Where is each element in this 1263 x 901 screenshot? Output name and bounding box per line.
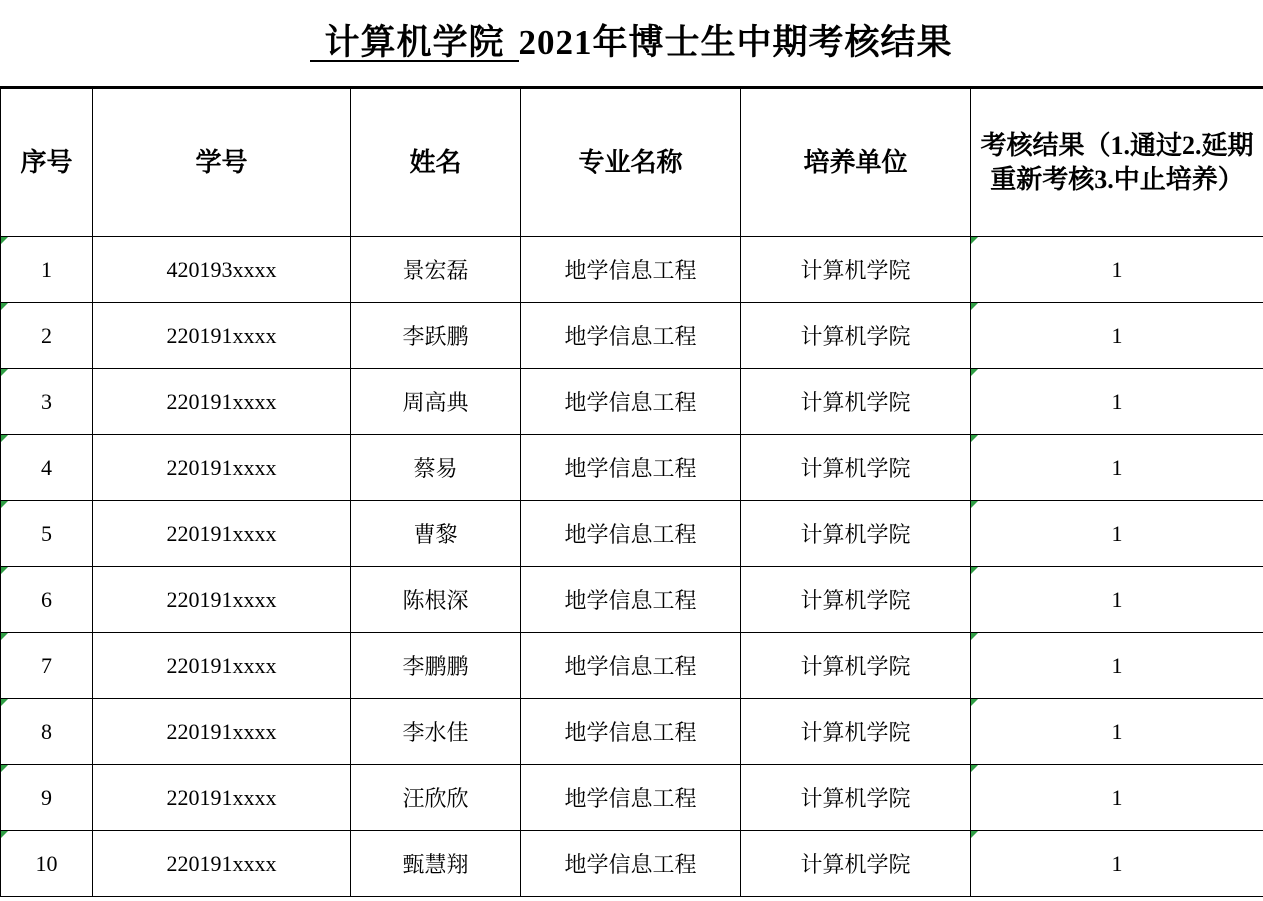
cell-major: 地学信息工程 [521, 435, 741, 501]
cell-name: 陈根深 [351, 567, 521, 633]
cell-name: 李跃鹏 [351, 303, 521, 369]
cell-id: 220191xxxx [93, 303, 351, 369]
cell-result: 1 [971, 765, 1263, 831]
cell-unit: 计算机学院 [741, 435, 971, 501]
cell-sn: 5 [1, 501, 93, 567]
table-body [1, 237, 1263, 897]
title-unit-blank: 计算机学院 [310, 25, 518, 62]
cell-name: 汪欣欣 [351, 765, 521, 831]
cell-result: 1 [971, 699, 1263, 765]
cell-major: 地学信息工程 [521, 699, 741, 765]
cell-id: 220191xxxx [93, 831, 351, 897]
column-header-major: 专业名称 [521, 89, 741, 237]
cell-sn: 2 [1, 303, 93, 369]
cell-id: 220191xxxx [93, 501, 351, 567]
cell-result: 1 [971, 369, 1263, 435]
cell-name: 李水佳 [351, 699, 521, 765]
cell-unit: 计算机学院 [741, 501, 971, 567]
cell-result: 1 [971, 567, 1263, 633]
cell-name: 蔡易 [351, 435, 521, 501]
results-table [0, 88, 1263, 897]
cell-unit: 计算机学院 [741, 369, 971, 435]
cell-name: 甄慧翔 [351, 831, 521, 897]
cell-major: 地学信息工程 [521, 633, 741, 699]
title-rest: 2021年博士生中期考核结果 [518, 22, 953, 62]
cell-result: 1 [971, 237, 1263, 303]
cell-unit: 计算机学院 [741, 633, 971, 699]
table-row [1, 633, 1263, 699]
column-header-id: 学号 [93, 89, 351, 237]
table-row [1, 303, 1263, 369]
cell-sn: 8 [1, 699, 93, 765]
cell-sn: 7 [1, 633, 93, 699]
cell-id: 220191xxxx [93, 699, 351, 765]
cell-unit: 计算机学院 [741, 699, 971, 765]
cell-id: 220191xxxx [93, 435, 351, 501]
table-row [1, 765, 1263, 831]
cell-major: 地学信息工程 [521, 831, 741, 897]
cell-major: 地学信息工程 [521, 303, 741, 369]
cell-result: 1 [971, 303, 1263, 369]
document-title-row [0, 0, 1263, 88]
cell-unit: 计算机学院 [741, 303, 971, 369]
table-header-row [1, 89, 1263, 237]
table-row [1, 567, 1263, 633]
cell-name: 李鹏鹏 [351, 633, 521, 699]
table-row [1, 237, 1263, 303]
cell-major: 地学信息工程 [521, 765, 741, 831]
cell-unit: 计算机学院 [741, 765, 971, 831]
page-title [310, 22, 953, 62]
cell-sn: 3 [1, 369, 93, 435]
cell-major: 地学信息工程 [521, 369, 741, 435]
cell-unit: 计算机学院 [741, 237, 971, 303]
table-row [1, 699, 1263, 765]
cell-id: 220191xxxx [93, 765, 351, 831]
cell-id: 220191xxxx [93, 567, 351, 633]
column-header-unit: 培养单位 [741, 89, 971, 237]
table-row [1, 501, 1263, 567]
cell-major: 地学信息工程 [521, 501, 741, 567]
cell-result: 1 [971, 501, 1263, 567]
cell-major: 地学信息工程 [521, 237, 741, 303]
column-header-name: 姓名 [351, 89, 521, 237]
cell-unit: 计算机学院 [741, 567, 971, 633]
cell-sn: 6 [1, 567, 93, 633]
cell-id: 420193xxxx [93, 237, 351, 303]
cell-sn: 4 [1, 435, 93, 501]
cell-sn: 9 [1, 765, 93, 831]
cell-name: 曹黎 [351, 501, 521, 567]
cell-unit: 计算机学院 [741, 831, 971, 897]
column-header-result: 考核结果（1.通过2.延期重新考核3.中止培养） [971, 89, 1263, 237]
cell-sn: 1 [1, 237, 93, 303]
cell-id: 220191xxxx [93, 369, 351, 435]
table-row [1, 831, 1263, 897]
cell-name: 周高典 [351, 369, 521, 435]
table-row [1, 435, 1263, 501]
cell-sn: 10 [1, 831, 93, 897]
cell-result: 1 [971, 633, 1263, 699]
cell-id: 220191xxxx [93, 633, 351, 699]
table-row [1, 369, 1263, 435]
cell-name: 景宏磊 [351, 237, 521, 303]
cell-result: 1 [971, 435, 1263, 501]
cell-major: 地学信息工程 [521, 567, 741, 633]
cell-result: 1 [971, 831, 1263, 897]
column-header-sn: 序号 [1, 89, 93, 237]
